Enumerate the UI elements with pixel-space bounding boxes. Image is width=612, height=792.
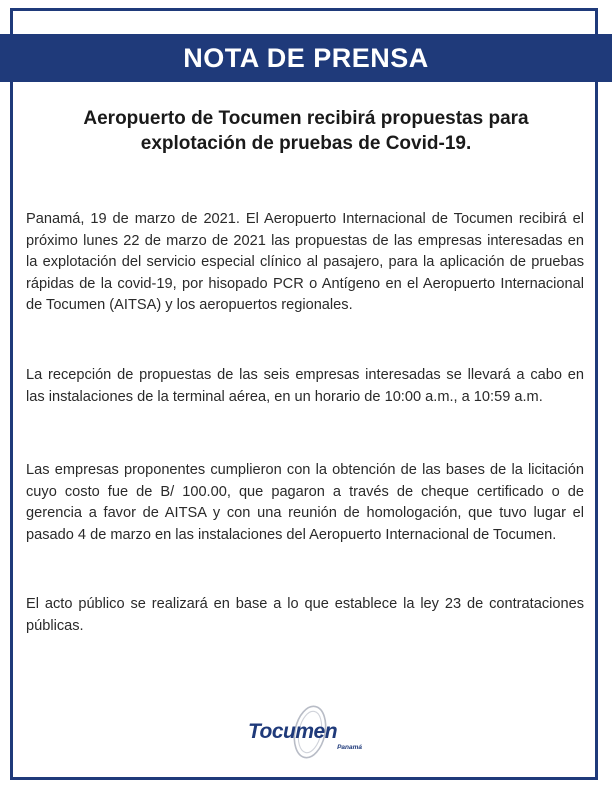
logo-subtitle: Panamá	[337, 744, 362, 751]
header-band	[0, 34, 612, 82]
paragraph-1: Panamá, 19 de marzo de 2021. El Aeropuerto Internacional de Tocumen recibirá el próximo lunes 22 de marzo de 2021 las propuestas de las empresas interesadas en la explotación del servicio especial clínico al pasajero, para la aplicación de pruebas rápidas de la covid-19, por hisopado PCR o Antígeno en el Aeropuerto Internacional de Tocumen (AITSA) y los aeropuertos regionales.	[26, 211, 584, 313]
tocumen-logo	[246, 702, 370, 760]
paragraph-2: La recepción de propuestas de las seis empresas interesadas se llevará a cabo en las instalaciones de la terminal aérea, en un horario de 10:00 a.m., a 10:59 a.m.	[26, 367, 584, 405]
logo-wordmark: Tocumen	[248, 720, 338, 743]
paragraph-4: El acto público se realizará en base a lo que establece la ley 23 de contrataciones públicas.	[26, 596, 584, 634]
header-title: NOTA DE PRENSA	[183, 42, 429, 73]
paragraph-3: Las empresas proponentes cumplieron con la obtención de las bases de la licitación cuyo costo fue de B/ 100.00, que pagaron a través de cheque certificado o de gerencia a favor de AITSA y con una reunión de homologación, que tuvo lugar el pasado 4 de marzo en las instalaciones del Aeropuerto Internacional de Tocumen.	[26, 462, 584, 543]
headline: Aeropuerto de Tocumen recibirá propuestas para explotación de pruebas de Covid-19.	[83, 108, 529, 154]
